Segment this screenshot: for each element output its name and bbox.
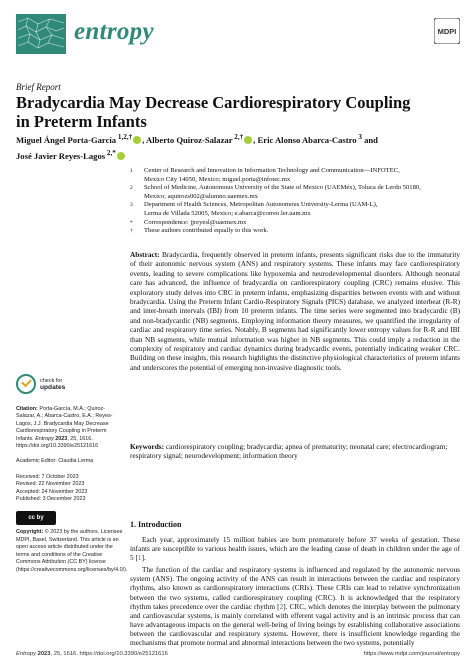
editor-block — [16, 458, 124, 465]
citation-label: Citation: — [16, 406, 38, 412]
affiliation-line: Center of Research and Innovation in Information Technology and Communication—INFOTEC, — [144, 167, 400, 174]
mdpi-logo[interactable] — [434, 18, 460, 44]
dates-block — [16, 474, 124, 504]
author-affil-mark: 2,† — [232, 133, 244, 141]
introduction-body — [130, 535, 460, 650]
reference-link[interactable]: 2 — [279, 601, 284, 611]
footer-doi[interactable]: , 25, 1616. https://doi.org/10.3390/e25121616 — [50, 651, 168, 657]
footer-year: 2023 — [35, 651, 51, 657]
title-line-2: in Preterm Infants — [16, 112, 147, 131]
updates-check-text: check for — [40, 378, 63, 384]
intro-p1-text: Each year, approximately 15 million babies are born prematurely before 37 weeks of gestation. These infants are susceptible to various health issues, which are the leading cause of death in children under the age of 5 [ — [130, 535, 460, 563]
journal-logo-icon — [16, 14, 66, 54]
copyright-text: © 2023 by the authors. Licensee MDPI, Basel, Switzerland. This article is an open access article distributed under the terms and conditions of the Creative Commons Attribution (CC BY) license (https://creativecommons.org/licenses/by/4.0/). — [16, 529, 128, 573]
journal-name[interactable]: entropy — [74, 18, 154, 45]
affiliation-line[interactable]: Mexico; aquirozs002@alumno.uaemex.mx — [144, 192, 258, 200]
author-name[interactable]: , Alberto Quiroz-Salazar — [142, 134, 233, 145]
affiliation-mark: 1 — [130, 168, 133, 174]
author-affil-mark: 3 — [356, 133, 362, 141]
citation-volume-doi[interactable]: , 25, 1616. https://doi.org/10.3390/e25121616 — [16, 435, 99, 450]
affiliation-mark: 2 — [130, 185, 133, 192]
author-list — [16, 131, 456, 163]
author-affil-mark: 1,2,† — [116, 133, 133, 141]
equal-contribution-line: These authors contributed equally to this work. — [144, 227, 269, 235]
reference-link[interactable]: 1 — [137, 553, 142, 563]
equal-contribution-note — [130, 227, 460, 236]
intro-paragraph — [130, 565, 460, 647]
affiliation-line: Department of Health Sciences, Metropolitan Autonomous University-Lerma (UAM-L), — [144, 201, 378, 209]
title-line-1: Bradycardia May Decrease Cardiorespiratory Coupling — [16, 93, 411, 112]
intro-p2-text: The function of the cardiac and respiratory systems is influenced and regulated by the autonomic nervous system (ANS). The ongoing activity of the ANS can result in interactions between the cardiac and respiratory rhythms, also known as cardiorespiratory interactions (CRIs). These CRIs can lead to relative synchronization between the two systems, called cardiorespiratory coupling (CRC). It is acknowledged that the respiratory rhythm takes precedence over the cardiac rhythm [ — [130, 565, 460, 611]
correspondence-line[interactable]: Correspondence: jjreyesl@uaemex.mx — [144, 218, 247, 226]
affiliations — [130, 167, 460, 236]
orcid-icon[interactable] — [133, 136, 141, 144]
affiliation-mark: * — [130, 219, 133, 226]
citation-journal: Entropy — [35, 435, 54, 442]
keywords-label: Keywords: — [130, 442, 165, 451]
author-name[interactable]: José Javier Reyes-Lagos — [16, 150, 106, 161]
publisher-name: MDPI — [437, 27, 457, 36]
abstract — [130, 250, 460, 372]
academic-editor: Academic Editor: Claudia Lerma — [16, 458, 94, 465]
author-name[interactable]: Miguel Ángel Porta-García — [16, 134, 117, 145]
article-title — [16, 93, 456, 131]
copyright-label: Copyright: — [16, 529, 44, 536]
intro-p1-end: ]. — [141, 553, 146, 563]
published-date: Published: 3 December 2023 — [16, 496, 86, 503]
citation-year: 2023 — [55, 435, 68, 442]
journal-header — [16, 14, 460, 54]
orcid-icon[interactable] — [117, 152, 125, 160]
intro-paragraph — [130, 535, 460, 562]
footer-journal-url[interactable]: https://www.mdpi.com/journal/entropy — [363, 651, 460, 657]
intro-p2-end: ]. CRC, which denotes the interplay between the pulmonary and cardiovascular systems, is mainly correlated with efferent vagal activity and is an intrinsic process that can have advantageous impacts on the general well-being of living beings by establishing collaborative associations between the cardiovascular and respiratory systems. However, there is insufficient knowledge regarding the mechanisms that promote normal and abnormal interactions between the two systems, potentially — [130, 601, 460, 648]
affiliation-line[interactable]: Lerma de Villada 52005, Mexico; e.abarca@correo.ler.uam.mx — [144, 209, 311, 217]
article-type: Brief Report — [16, 82, 61, 92]
affiliation-mark: 3 — [130, 202, 133, 209]
accepted-date: Accepted: 24 November 2023 — [16, 488, 88, 495]
revised-date: Revised: 22 November 2023 — [16, 481, 85, 488]
section-heading-introduction: 1. Introduction — [130, 520, 182, 529]
updates-word: updates — [40, 383, 66, 391]
correspondence — [130, 219, 460, 228]
cc-by-license-icon[interactable]: cc by — [16, 511, 56, 525]
author-affil-mark: 2,* — [105, 148, 116, 157]
affiliation-line[interactable]: Mexico City 14050, Mexico; miguel.porta@infotec.mx — [144, 175, 291, 183]
check-updates-icon — [16, 374, 36, 394]
orcid-icon[interactable] — [244, 136, 252, 144]
abstract-label: Abstract: — [130, 250, 160, 259]
citation-block — [16, 406, 124, 450]
footer-citation — [16, 651, 168, 657]
author-conjunction: and — [361, 134, 378, 145]
author-name[interactable]: , Eric Alonso Abarca-Castro — [253, 134, 357, 145]
affiliation-item — [130, 167, 460, 184]
affiliation-line: School of Medicine, Autonomous University of the State of Mexico (UAEMéx), Toluca de Lerdo 50180, — [144, 184, 421, 192]
affiliation-item — [130, 184, 460, 201]
received-date: Received: 7 October 2023 — [16, 473, 79, 480]
copyright-block — [16, 529, 128, 573]
citation-text: Porta-García, M.Á.; Quiroz-Salazar, A.; Abarca-Castro, E.A.; Reyes-Lagos, J.J. Bradycardia May Decrease Cardiorespiratory Coupling in Preterm Infants. — [16, 406, 113, 442]
abstract-text: Bradycardia, frequently observed in preterm infants, presents significant risks due to the immaturity of their autonomic nervous system (ANS) and respiratory systems. These infants may face cardiorespiratory events, leading to severe complications like hypoxemia and neurodevelopmental disorders. Although neonatal care has advanced, the influence of bradycardia on cardiorespiratory coupling (CRC) remains elusive. This exploratory study delves into CRC in preterm infants, emphasizing disparities between events with and without bradycardia. Using the Preterm Infant Cardio-Respiratory Signals (PICS) database, we analyzed interbeat (R-R) and inter-breath intervals (IBI) from 10 preterm infants. The time series were segmented into bradycardic (B) and non-bradycardic (NB) segments. Employing information theory measures, we quantified the irregularity of cardiac and respiratory time series. Notably, B segments had significantly lower entropy values for R-R and IBI than NB segments, while mutual information was higher in NB segments. This could imply a reduction in the complexity of respiratory and cardiac dynamics during bradycardic events, potentially indicating weaker CRC. Building on these insights, this research highlights the distinctive physiological characteristics of preterm infants and underscores the potential of emerging non-invasive diagnostic tools. — [130, 250, 461, 372]
keywords — [130, 442, 460, 461]
keywords-text: cardiorespiratory coupling; bradycardia; apnea of prematurity; neonatal care; electrocardiogram; respiratory signal; neurodevelopment; information theory — [130, 442, 448, 461]
affiliation-item — [130, 201, 460, 218]
affiliation-mark: † — [130, 228, 133, 235]
sidebar-metadata — [16, 374, 128, 582]
footer-journal: Entropy — [16, 651, 36, 657]
check-for-updates-button[interactable] — [16, 374, 124, 396]
